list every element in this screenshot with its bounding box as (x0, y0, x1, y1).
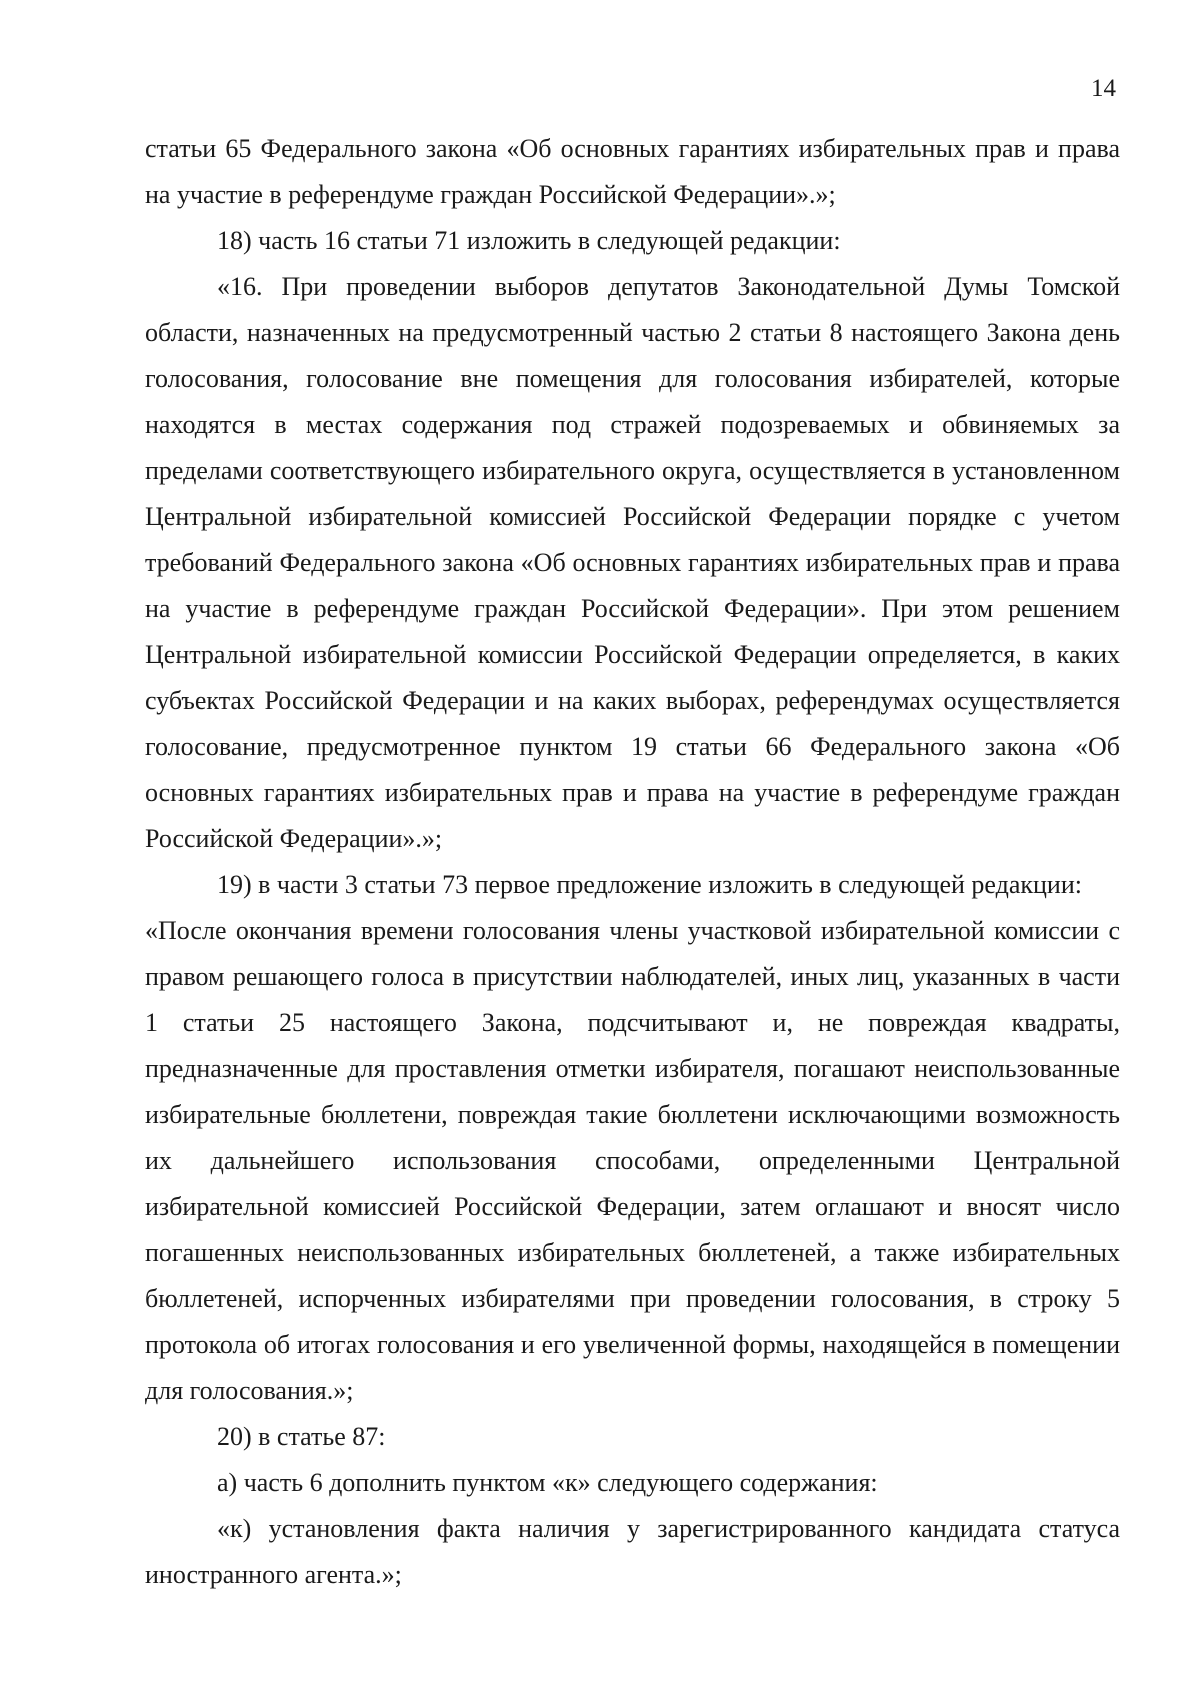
paragraph-item-20: 20) в статье 87: (217, 1422, 386, 1451)
paragraph-item-19: 19) в части 3 статьи 73 первое предложение изложить в следующей редакции: (217, 870, 1082, 899)
paragraph-item-18: 18) часть 16 статьи 71 изложить в следующей редакции: (217, 226, 841, 255)
page-number: 14 (1091, 75, 1116, 102)
paragraph-item-20-k: «к) установления факта наличия у зарегистрированного кандидата статуса иностранного агента.»; (145, 1514, 1120, 1589)
paragraph-item-20-a: а) часть 6 дополнить пунктом «к» следующего содержания: (217, 1468, 878, 1497)
paragraph-item-19-text: «После окончания времени голосования члены участковой избирательной комиссии с правом решающего голоса в присутствии наблюдателей, иных лиц, указанных в части 1 статьи 25 настоящего Закона, подсчитывают и, не повреждая квадраты, предназначенные для проставления отметки избирателя, погашают неиспользованные избирательные бюллетени, повреждая такие бюллетени исключающими возможность их дальнейшего использования способами, определенными Центральной избирательной комиссией Российской Федерации, затем оглашают и вносят число погашенных неиспользованных избирательных бюллетеней, а также избирательных бюллетеней, испорченных избирателями при проведении голосования, в строку 5 протокола об итогах голосования и его увеличенной формы, находящейся в помещении для голосования.»; (145, 916, 1120, 1405)
document-body (145, 126, 1120, 1598)
paragraph-item-18-text: «16. При проведении выборов депутатов Законодательной Думы Томской области, назначенных на предусмотренный частью 2 статьи 8 настоящего Закона день голосования, голосование вне помещения для голосования избирателей, которые находятся в местах содержания под стражей подозреваемых и обвиняемых за пределами соответствующего избирательного округа, осуществляется в установленном Центральной избирательной комиссией Российской Федерации порядке с учетом требований Федерального закона «Об основных гарантиях избирательных прав и права на участие в референдуме граждан Российской Федерации». При этом решением Центральной избирательной комиссии Российской Федерации определяется, в каких субъектах Российской Федерации и на каких выборах, референдумах осуществляется голосование, предусмотренное пунктом 19 статьи 66 Федерального закона «Об основных гарантиях избирательных прав и права на участие в референдуме граждан Российской Федерации».»; (145, 272, 1120, 853)
paragraph-continuation: статьи 65 Федерального закона «Об основных гарантиях избирательных прав и права на участие в референдуме граждан Российской Федерации».»; (145, 134, 1120, 209)
